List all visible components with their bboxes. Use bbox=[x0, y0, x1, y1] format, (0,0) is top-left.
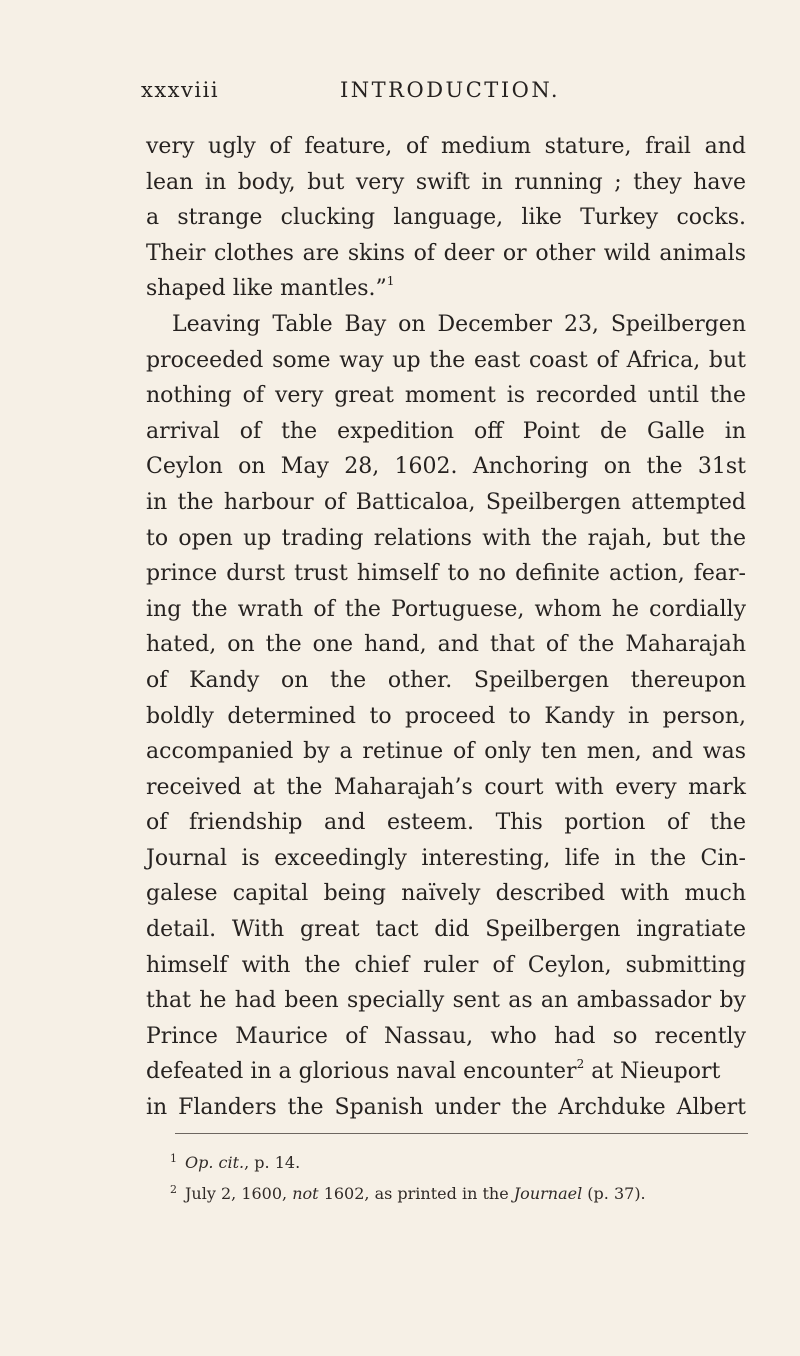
text-line: of Kandy on the other. Speilbergen thereupon bbox=[146, 667, 746, 693]
page-number: xxxviii bbox=[141, 78, 220, 102]
text-line: ing the wrath of the Portuguese, whom he cordially bbox=[146, 596, 746, 622]
text-line: nothing of very great moment is recorded until the bbox=[146, 383, 746, 409]
footnote-citation: Op. cit. bbox=[185, 1153, 245, 1172]
text-line: received at the Maharajah’s court with every mark bbox=[146, 774, 746, 800]
text-line: arrival of the expedition off Point de Galle in bbox=[146, 418, 746, 444]
footnote-text: July 2, 1600, bbox=[185, 1184, 288, 1203]
text-line: Journal is exceedingly interesting, life in the Cin- bbox=[146, 845, 746, 871]
body-text bbox=[146, 129, 746, 1126]
footnote-text: 1602, as printed in the bbox=[323, 1184, 509, 1203]
text-line: lean in body, but very swift in running ; they have bbox=[146, 169, 746, 195]
footnotes bbox=[170, 1145, 750, 1207]
text-line: hated, on the one hand, and that of the Maharajah bbox=[146, 632, 746, 658]
text-line: proceeded some way up the east coast of Africa, but bbox=[146, 347, 746, 373]
text-line: to open up trading relations with the rajah, but the bbox=[146, 525, 746, 551]
text-line-content: defeated in a glorious naval encounter bbox=[146, 1059, 577, 1085]
text-line: Their clothes are skins of deer or other wild animals bbox=[146, 240, 746, 266]
footnote-separator bbox=[175, 1133, 748, 1134]
running-head bbox=[141, 78, 741, 112]
text-line: prince durst trust himself to no definite action, fear- bbox=[146, 561, 746, 587]
text-line: in the harbour of Batticaloa, Speilbergen attempted bbox=[146, 489, 746, 515]
text-line-content: shaped like mantles.” bbox=[146, 276, 387, 302]
text-line: boldly determined to proceed to Kandy in person, bbox=[146, 703, 746, 729]
text-line bbox=[146, 1054, 746, 1090]
text-line: that he had been specially sent as an ambassador by bbox=[146, 988, 746, 1014]
section-title: INTRODUCTION. bbox=[340, 78, 561, 102]
footnote-text: , p. 14. bbox=[244, 1153, 301, 1172]
footnote-2 bbox=[170, 1176, 750, 1207]
paragraph-first-line: Leaving Table Bay on December 23, Speilbergen bbox=[172, 311, 746, 337]
footnote-text: (p. 37). bbox=[587, 1184, 646, 1203]
text-line bbox=[146, 271, 746, 307]
text-line: Prince Maurice of Nassau, who had so recently bbox=[146, 1023, 746, 1049]
footnote-mark: 1 bbox=[170, 1152, 177, 1165]
text-line: a strange clucking language, like Turkey cocks. bbox=[146, 205, 746, 231]
text-line: of friendship and esteem. This portion of the bbox=[146, 810, 746, 836]
text-line: in Flanders the Spanish under the Archduke Albert bbox=[146, 1095, 746, 1121]
footnote-ref-2: 2 bbox=[576, 1057, 585, 1072]
footnote-title: Journael bbox=[513, 1184, 583, 1203]
footnote-1 bbox=[170, 1145, 750, 1176]
text-line: himself with the chief ruler of Ceylon, submitting bbox=[146, 952, 746, 978]
text-line: detail. With great tact did Speilbergen ingratiate bbox=[146, 917, 746, 943]
text-line: Ceylon on May 28, 1602. Anchoring on the 31st bbox=[146, 454, 746, 480]
text-line: very ugly of feature, of medium stature, frail and bbox=[146, 134, 746, 159]
text-line-content: at Nieuport bbox=[591, 1059, 721, 1085]
footnote-mark: 2 bbox=[170, 1183, 177, 1196]
text-line: accompanied by a retinue of only ten men, and was bbox=[146, 739, 746, 765]
footnote-ref-1: 1 bbox=[386, 274, 395, 289]
footnote-emphasis: not bbox=[292, 1184, 319, 1203]
text-line: galese capital being naïvely described with much bbox=[146, 881, 746, 907]
